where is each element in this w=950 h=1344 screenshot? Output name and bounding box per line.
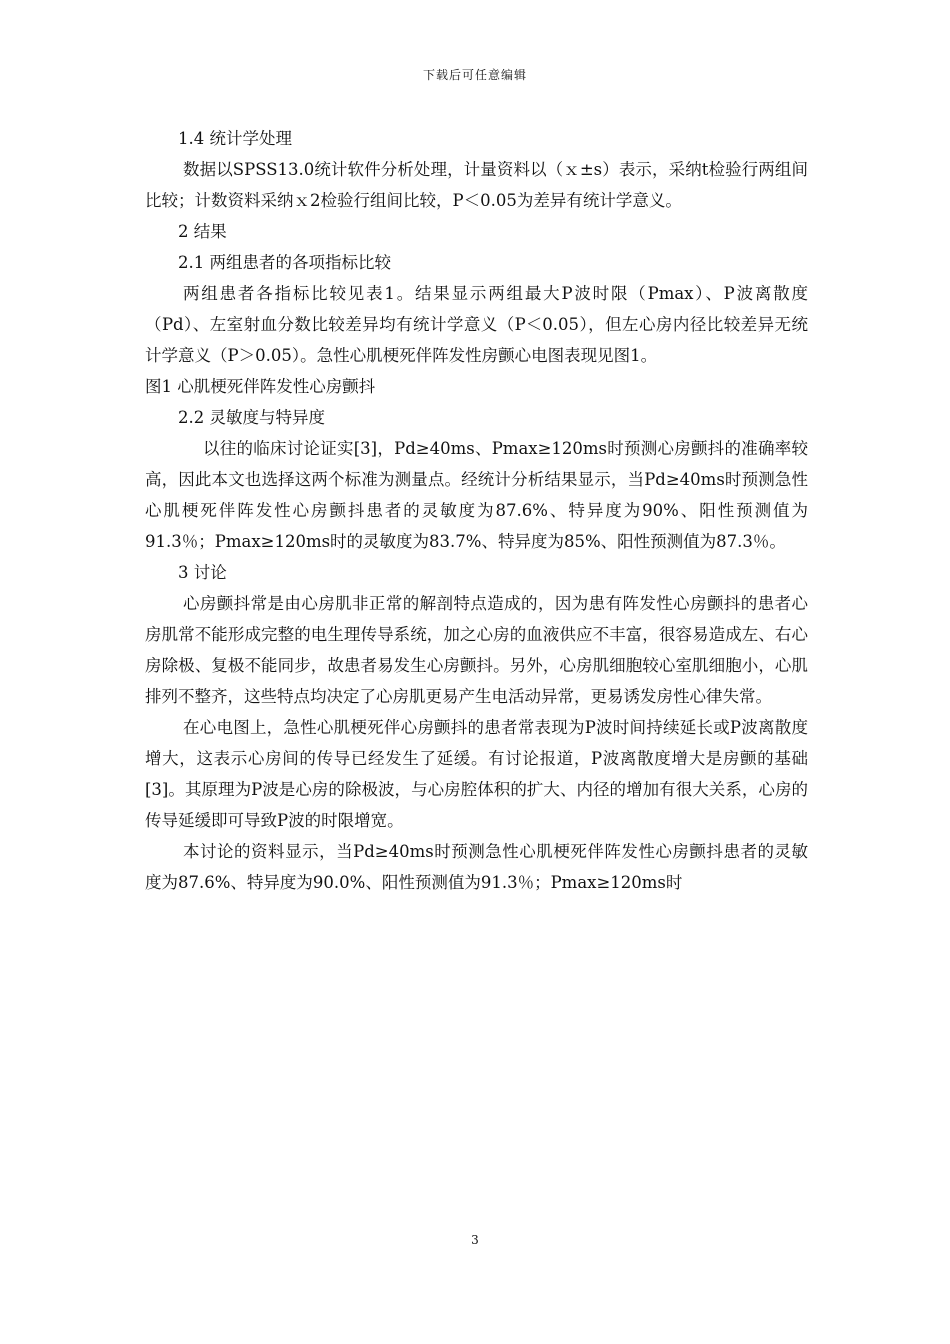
section-heading-stats: 1.4 统计学处理 — [178, 129, 292, 148]
paragraph-stats-method: 数据以SPSS13.0统计软件分析处理，计量资料以（ｘ±s）表示，采纳t检验行两组间比较；计数资料采纳ｘ2检验行组间比较，P＜0.05为差异有统计学意义。 — [145, 160, 808, 210]
document-body — [145, 123, 808, 898]
section-heading-results: 2 结果 — [178, 222, 227, 241]
page-number: 3 — [471, 1233, 479, 1247]
section-heading-indicator-compare: 2.1 两组患者的各项指标比较 — [178, 253, 391, 272]
section-heading-discussion: 3 讨论 — [178, 563, 227, 582]
section-heading-sensitivity: 2.2 灵敏度与特异度 — [178, 408, 325, 427]
paragraph-discussion-2: 在心电图上，急性心肌梗死伴心房颤抖的患者常表现为P波时间持续延长或P波离散度增大，这表示心房间的传导已经发生了延缓。有讨论报道，P波离散度增大是房颤的基础[3]。其原理为P波是心房的除极波，与心房腔体积的扩大、内径的增加有很大关系，心房的传导延缓即可导致P波的时限增宽。 — [145, 718, 808, 830]
figure-caption: 图1 心肌梗死伴阵发性心房颤抖 — [145, 377, 376, 396]
paragraph-discussion-1: 心房颤抖常是由心房肌非正常的解剖特点造成的，因为患有阵发性心房颤抖的患者心房肌常不能形成完整的电生理传导系统，加之心房的血液供应不丰富，很容易造成左、右心房除极、复极不能同步，故患者易发生心房颤抖。另外，心房肌细胞较心室肌细胞小，心肌排列不整齐，这些特点均决定了心房肌更易产生电活动异常，更易诱发房性心律失常。 — [145, 594, 808, 706]
paragraph-discussion-3: 本讨论的资料显示，当Pd≥40ms时预测急性心肌梗死伴阵发性心房颤抖患者的灵敏度为87.6%、特异度为90.0%、阳性预测值为91.3％；Pmax≥120ms时 — [145, 842, 808, 892]
page-header-note: 下载后可任意编辑 — [422, 68, 527, 82]
paragraph-sensitivity: 以往的临床讨论证实[3]，Pd≥40ms、Pmax≥120ms时预测心房颤抖的准确率较高，因此本文也选择这两个标准为测量点。经统计分析结果显示，当Pd≥40ms时预测急性心肌梗死伴阵发性心房颤抖患者的灵敏度为87.6%、特异度为90%、阳性预测值为91.3％；Pmax≥120ms时的灵敏度为83.7%、特异度为85%、阳性预测值为87.3％。 — [145, 439, 808, 551]
paragraph-indicator-compare: 两组患者各指标比较见表1。结果显示两组最大P波时限（Pmax）、P波离散度（Pd）、左室射血分数比较差异均有统计学意义（P＜0.05），但左心房内径比较差异无统计学意义（P＞0.05）。急性心肌梗死伴阵发性房颤心电图表现见图1。 — [145, 284, 808, 365]
